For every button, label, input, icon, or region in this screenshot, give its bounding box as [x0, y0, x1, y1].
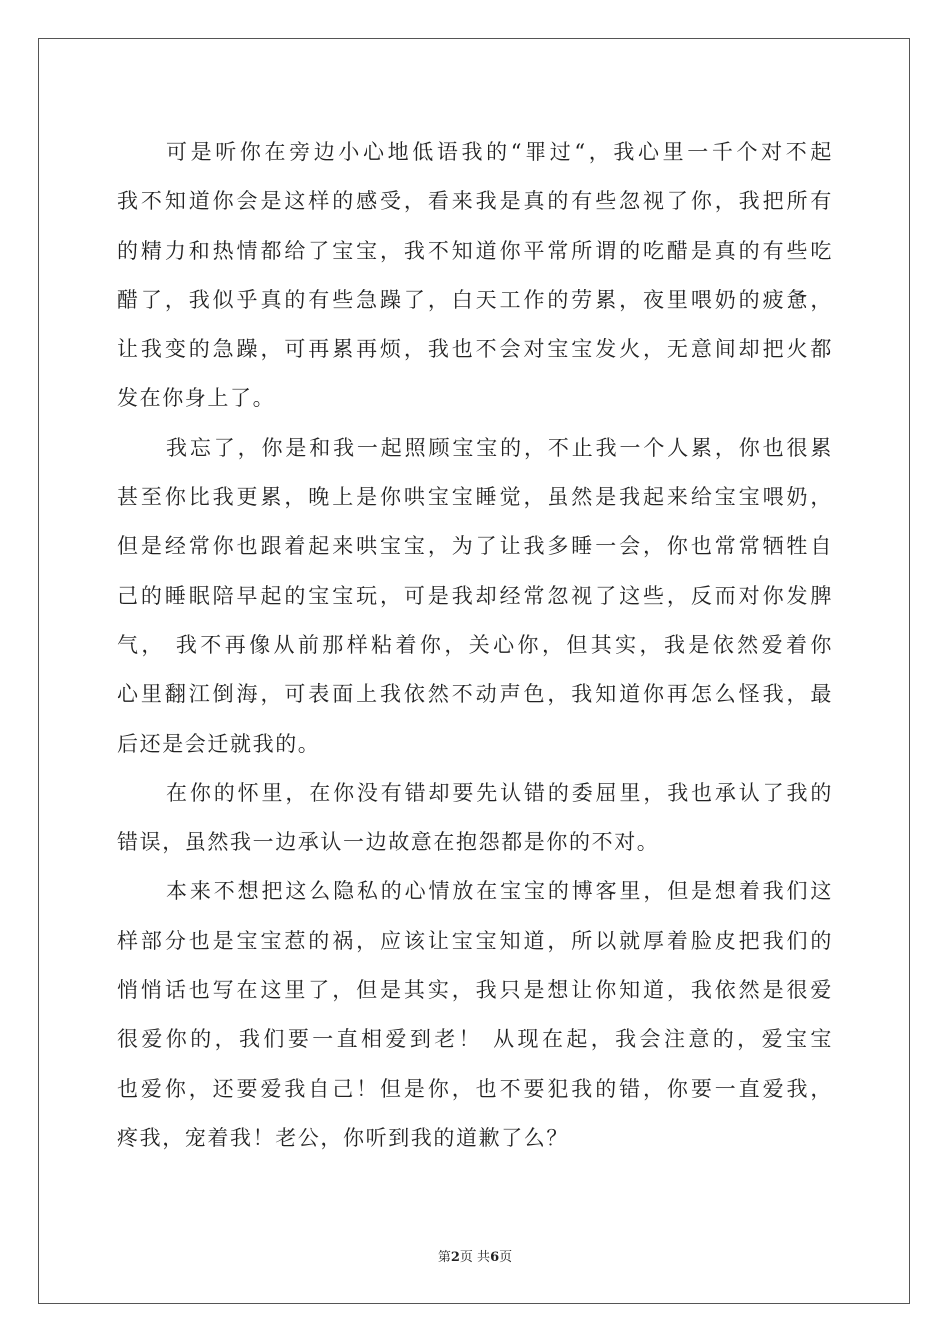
text-line: 心里翻江倒海，可表面上我依然不动声色，我知道你再怎么怪我，最 [117, 682, 833, 707]
footer-prefix: 第 [437, 1250, 451, 1265]
text-line: 的精力和热情都给了宝宝，我不知道你平常所谓的吃醋是真的有些吃 [117, 238, 833, 263]
page-footer [0, 1246, 950, 1265]
text-line: 也爱你，还要爱我自己！但是你，也不要犯我的错，你要一直爱我， [117, 1076, 833, 1101]
text-line: 己的睡眠陪早起的宝宝玩，可是我却经常忽视了这些，反而对你发脾 [117, 583, 833, 608]
text-line: 我忘了，你是和我一起照顾宝宝的，不止我一个人累，你也很累 [166, 435, 833, 460]
footer-suffix: 页 [499, 1250, 513, 1265]
document-body [117, 128, 833, 1163]
text-line: 让我变的急躁，可再累再烦，我也不会对宝宝发火，无意间却把火都 [117, 337, 833, 362]
text-line: 甚至你比我更累，晚上是你哄宝宝睡觉，虽然是我起来给宝宝喂奶， [117, 485, 833, 510]
text-line: 后还是会迁就我的。 [117, 731, 321, 756]
footer-current-page: 2 [450, 1250, 460, 1265]
text-line: 发在你身上了。 [117, 386, 276, 411]
text-line: 本来不想把这么隐私的心情放在宝宝的博客里，但是想着我们这 [166, 879, 833, 904]
text-line: 疼我，宠着我！老公，你听到我的道歉了么？ [117, 1125, 569, 1150]
text-line: 很爱你的，我们要一直相爱到老！ 从现在起，我会注意的，爱宝宝 [117, 1027, 833, 1052]
text-line: 醋了，我似乎真的有些急躁了，白天工作的劳累，夜里喂奶的疲惫， [117, 287, 833, 312]
text-line: 我不知道你会是这样的感受，看来我是真的有些忽视了你，我把所有 [117, 189, 833, 214]
text-line: 气， 我不再像从前那样粘着你，关心你，但其实，我是依然爱着你 [117, 632, 833, 657]
footer-mid: 页 共 [459, 1250, 491, 1265]
text-line: 样部分也是宝宝惹的祸，应该让宝宝知道，所以就厚着脸皮把我们的 [117, 928, 833, 953]
text-line: 错误，虽然我一边承认一边故意在抱怨都是你的不对。 [117, 830, 660, 855]
footer-total-pages: 6 [490, 1250, 500, 1265]
text-line: 悄悄话也写在这里了，但是其实，我只是想让你知道，我依然是很爱 [117, 978, 833, 1003]
text-line: 但是经常你也跟着起来哄宝宝，为了让我多睡一会，你也常常牺牲自 [117, 534, 833, 559]
text-line: 在你的怀里，在你没有错却要先认错的委屈里，我也承认了我的 [166, 780, 833, 805]
text-line: 可是听你在旁边小心地低语我的“罪过“，我心里一千个对不起 [166, 140, 833, 164]
